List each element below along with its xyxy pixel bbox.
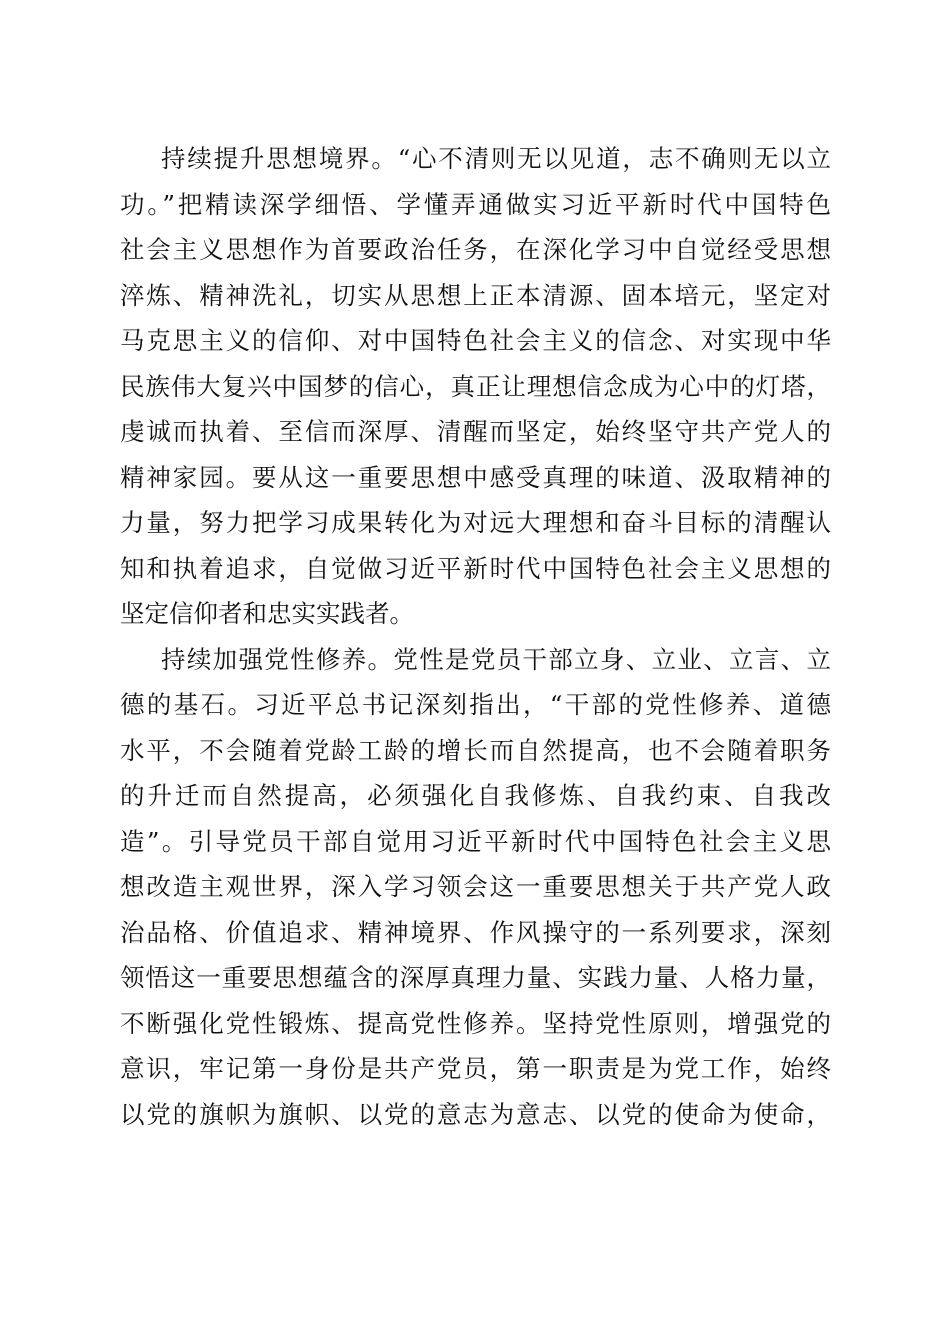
text-line: 治品格、价值追求、精神境界、作风操守的一系列要求，深刻 [120, 917, 831, 947]
text-line: 意识，牢记第一身份是共产党员，第一职责是为党工作，始终 [120, 1054, 831, 1083]
text-line: 以党的旗帜为旗帜、以党的意志为意志、以党的使命为使命， [120, 1099, 831, 1129]
text-line: 民族伟大复兴中国梦的信心，真正让理想信念成为心中的灯塔， [120, 371, 831, 401]
text-line: 精神家园。要从这一重要思想中感受真理的味道、汲取精神的 [120, 462, 831, 492]
text-line: 坚定信仰者和忠实实践者。 [120, 599, 414, 628]
text-line: 力量，努力把学习成果转化为对远大理想和奋斗目标的清醒认 [120, 508, 831, 537]
text-line: 淬炼、精神洗礼，切实从思想上正本清源、固本培元，坚定对 [120, 280, 831, 310]
text-line: 社会主义思想作为首要政治任务，在深化学习中自觉经受思想 [120, 235, 831, 264]
text-line: 不断强化党性锻炼、提高党性修养。坚持党性原则，增强党的 [120, 1008, 831, 1038]
paragraph-thought-realm [120, 136, 831, 637]
text-line: 虔诚而执着、至信而深厚、清醒而坚定，始终坚守共产党人的 [120, 417, 831, 446]
text-line: 水平，不会随着党龄工龄的增长而自然提高，也不会随着职务 [120, 735, 831, 765]
text-line: 持续提升思想境界。“心不清则无以见道，志不确则无以立 [161, 144, 831, 173]
text-line: 的升迁而自然提高，必须强化自我修炼、自我约束、自我改 [120, 781, 831, 810]
text-line: 领悟这一重要思想蕴含的深厚真理力量、实践力量、人格力量， [120, 963, 831, 992]
paragraph-party-spirit [120, 637, 831, 1138]
text-line: 功。”把精读深学细悟、学懂弄通做实习近平新时代中国特色 [120, 189, 831, 219]
text-line: 知和执着追求，自觉做习近平新时代中国特色社会主义思想的 [120, 553, 831, 583]
text-line: 德的基石。习近平总书记深刻指出，“干部的党性修养、道德 [120, 690, 831, 719]
text-line: 造”。引导党员干部自觉用习近平新时代中国特色社会主义思 [120, 826, 831, 856]
text-line: 想改造主观世界，深入学习领会这一重要思想关于共产党人政 [120, 872, 831, 901]
text-line: 马克思主义的信仰、对中国特色社会主义的信念、对实现中华 [120, 326, 831, 355]
document-body [120, 136, 831, 1137]
text-line: 持续加强党性修养。党性是党员干部立身、立业、立言、立 [161, 644, 831, 674]
